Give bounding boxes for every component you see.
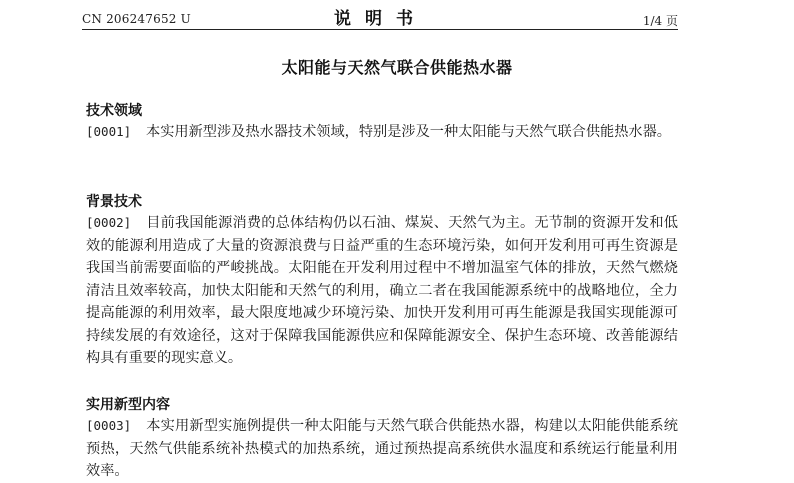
paragraph-number: [0003] — [86, 418, 132, 433]
paragraph — [86, 121, 678, 144]
publication-number: CN 206247652 U — [82, 12, 191, 26]
page-indicator: 1/4 页 — [642, 14, 678, 28]
paragraph-number: [0001] — [86, 124, 132, 139]
document-title: 太阳能与天然气联合供能热水器 — [281, 58, 513, 77]
document-kind-label: 说明书 — [334, 9, 427, 29]
section-technical-field — [86, 101, 678, 144]
paragraph-text: 本实用新型实施例提供一种太阳能与天然气联合供能热水器，构建以太阳能供能系统预热，天然气供能系统补热模式的加热系统，通过预热提高系统供水温度和系统运行能量利用效率。 — [86, 418, 678, 479]
paragraph-text: 本实用新型涉及热水器技术领域，特别是涉及一种太阳能与天然气联合供能热水器。 — [146, 124, 671, 140]
section-heading: 实用新型内容 — [86, 397, 170, 413]
header-divider — [82, 29, 678, 30]
section-background-art — [86, 192, 678, 370]
paragraph — [86, 212, 678, 370]
section-heading: 技术领域 — [86, 103, 142, 119]
paragraph-number: [0002] — [86, 215, 132, 230]
section-heading: 背景技术 — [86, 194, 142, 210]
page-header — [82, 4, 678, 28]
paragraph-text: 目前我国能源消费的总体结构仍以石油、煤炭、天然气为主。无节制的资源开发和低效的能源利用造成了大量的资源浪费与日益严重的生态环境污染，如何开发利用可再生资源是我国当前需要面临的严峻挑战。太阳能在开发利用过程中不增加温室气体的排放，天然气燃烧清洁且效率较高，加快太阳能和天然气的利用，确立二者在我国能源系统中的战略地位，全力提高能源的利用效率，最大限度地减少环境污染、加快开发利用可再生能源是我国实现能源可持续发展的有效途径，这对于保障我国能源供应和保障能源安全、保护生态环境、改善能源结构具有重要的现实意义。 — [86, 215, 678, 366]
paragraph — [86, 415, 678, 483]
section-utility-model-content — [86, 395, 678, 483]
